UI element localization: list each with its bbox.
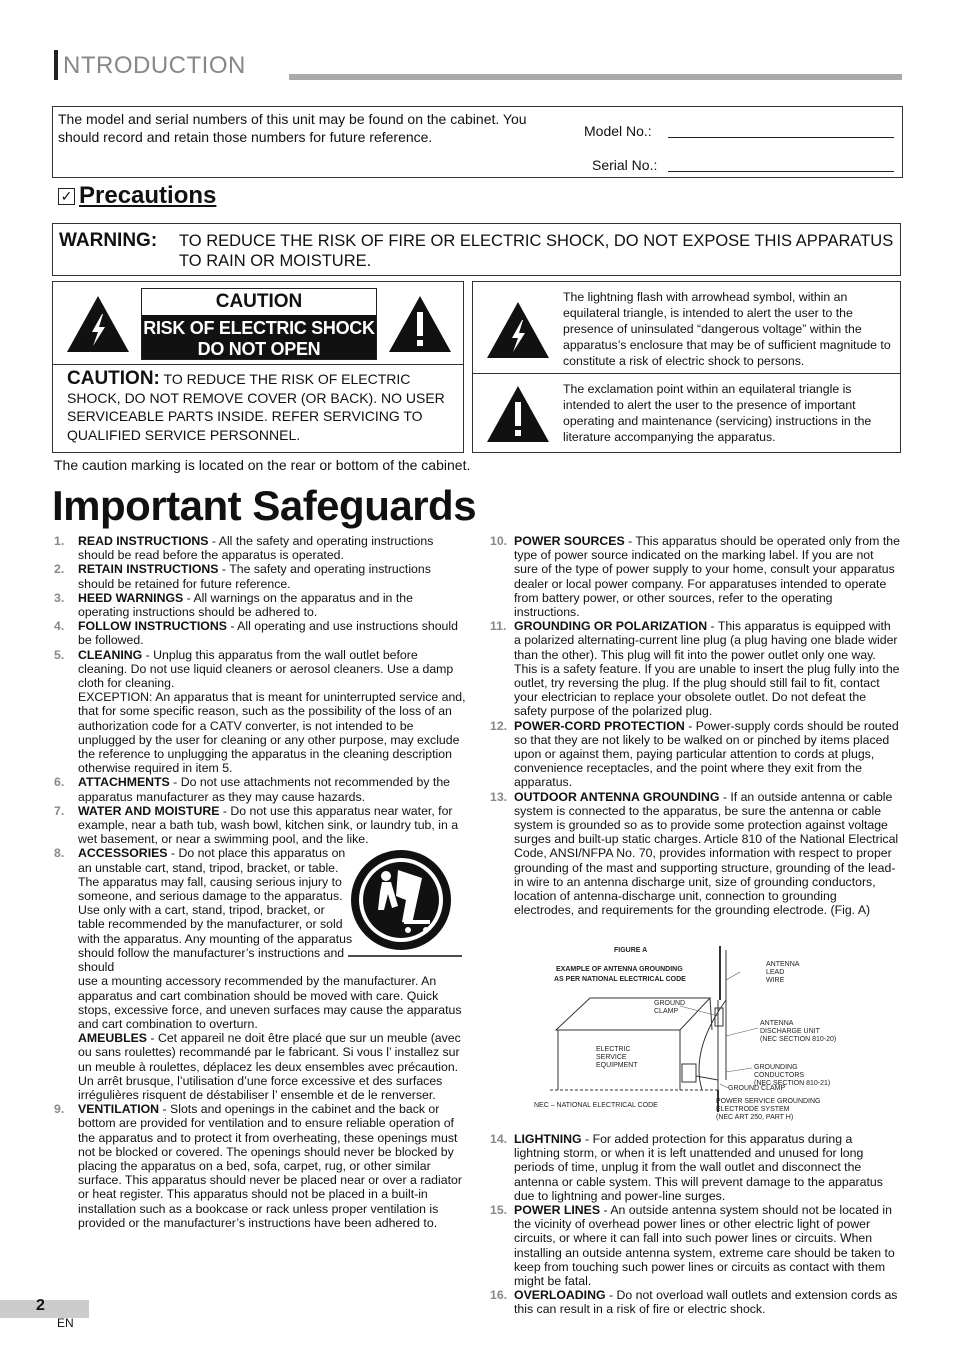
precautions-title: Precautions: [79, 182, 217, 209]
safeguards-right-column-bottom: [490, 1132, 900, 1317]
exclamation-triangle-icon: [485, 384, 551, 444]
cleaning-exception: EXCEPTION: An apparatus that is meant for uninterrupted service and, that for some specific reason, such as the possibility of the loss of an authorization code for a CATV converter, is not intended to be unplugged by the user for cleaning or any other purpose, may exclude the reference to unplugging the apparatus in the cleaning description otherwise required in item 5.: [78, 690, 466, 776]
list-item: 16. OVERLOADING - Do not overload wall outlets and extension cords as this can result in a risk of fire or electric shock.: [490, 1288, 898, 1317]
list-item: 11. GROUNDING OR POLARIZATION - This apparatus is equipped with a polarized alternating-current line plug (a plug having one blade wider than the other). This plug will fit into the power outlet only one way. This is a safety feature. If you are unable to insert the plug fully into the outlet, try reversing the plug. If the plug should still fail to fit, contact your electrician to replace your obsolete outlet. Do not defeat the safety purpose of the polarized plug.: [490, 619, 900, 719]
model-serial-box: [52, 106, 903, 178]
label-electric-service-equipment: ELECTRIC SERVICE EQUIPMENT: [596, 1046, 638, 1069]
section-header: [54, 50, 902, 80]
list-item: 12. POWER-CORD PROTECTION - Power-supply cords should be routed so that they are not likely to be walked on or pinched by items placed upon or against them, paying particular attention to cords at plugs, convenience receptacles, and the point where they exit from the apparatus.: [490, 718, 899, 790]
exclamation-explanation: The exclamation point within an equilateral triangle is intended to alert the user to the presence of important operating and maintenance (servicing) instructions in the literature accompanying the apparatus.: [563, 382, 872, 444]
figure-subtitle-2: AS PER NATIONAL ELECTRICAL CODE: [554, 976, 686, 983]
model-serial-text: The model and serial numbers of this unit may be found on the cabinet. You should record and retain those numbers for future reference.: [58, 111, 527, 145]
list-item: 6. ATTACHMENTS - Do not use attachments not recommended by the apparatus manufacturer as they may cause hazards.: [54, 775, 451, 804]
caution-text-label: CAUTION:: [67, 368, 160, 389]
list-item: 5. CLEANING - Unplug this apparatus from the wall outlet before cleaning. Do not use liquid cleaners or aerosol cleaners. Use a damp cloth for cleaning. EXCEPTION: An apparatus that is meant for uninterrupted service and, that for some specific reason, such as the possibility of the loss of an authorization code for a CATV converter, is not intended to be unplugged by the user for cleaning or any other purpose, may exclude the reference to unplugging the apparatus in the cleaning description otherwise required in item 5.: [54, 647, 466, 776]
cart-tipover-warning-icon: [346, 848, 464, 958]
label-nec: NEC – NATIONAL ELECTRICAL CODE: [534, 1102, 658, 1109]
list-item: 9. VENTILATION - Slots and openings in the cabinet and the back or bottom are provided for ventilation and to ensure reliable operation of the apparatus and to protect it from overheating, these openings must not be blocked or covered. The openings should never be blocked by placing the apparatus on a bed, sofa, carpet, rug, or other similar surface. This apparatus should never be placed near or over a radiator or heat register. This apparatus should not be placed in a built-in installation such as a bookcase or rack unless proper ventilation is provided or the manufacturer’s instructions have been adhered to.: [54, 1102, 462, 1230]
safeguards-title: Important Safeguards: [52, 482, 477, 529]
symbol-explanation-box: [472, 281, 901, 453]
caution-label: [141, 288, 377, 360]
section-title: NTRODUCTION: [63, 52, 246, 79]
figure-subtitle-1: EXAMPLE OF ANTENNA GROUNDING: [556, 966, 683, 973]
warning-text: TO REDUCE THE RISK OF FIRE OR ELECTRIC SHOCK, DO NOT EXPOSE THIS APPARATUS TO RAIN OR MOISTURE.: [179, 232, 894, 270]
model-label: Model No.:: [584, 123, 652, 139]
risk-line-1: RISK OF ELECTRIC SHOCK: [143, 318, 375, 338]
warning-label: WARNING:: [59, 230, 158, 251]
label-grounding-conductors: GROUNDING CONDUCTORS (NEC SECTION 810-21): [754, 1064, 831, 1087]
label-power-service-grounding: POWER SERVICE GROUNDING ELECTRODE SYSTEM (NEC ART 250, PART H): [716, 1098, 821, 1121]
page-number-bar: [0, 1297, 89, 1318]
caution-header: CAUTION: [215, 291, 303, 312]
list-item: 7. WATER AND MOISTURE - Do not use this apparatus near water, for example, near a bath tub, wash bowl, kitchen sink, or laundry tub, in a wet basement, or near a swimming pool, and the like.: [54, 803, 459, 847]
exclamation-triangle-icon: [387, 294, 453, 354]
checkbox-icon: ✓: [58, 188, 75, 205]
list-item: 15. POWER LINES - An outside antenna system should not be located in the vicinity of overhead power lines or other electric light of power circuits, or where it can fall into such power lines or circuits. When installing an outside antenna system, extreme care should be taken to keep from touching such power lines or circuits as contact with them might be fatal.: [490, 1203, 895, 1289]
risk-label: [142, 315, 376, 359]
warning-box: [52, 223, 901, 276]
caution-marking-note: The caution marking is located on the rear or bottom of the cabinet.: [54, 457, 471, 473]
list-item: 3. HEED WARNINGS - All warnings on the apparatus and in the operating instructions should be adhered to.: [54, 590, 413, 620]
risk-line-2: DO NOT OPEN: [197, 339, 321, 359]
figure-title: FIGURE A: [614, 947, 648, 954]
list-item: 4. FOLLOW INSTRUCTIONS - All operating and use instructions should be followed.: [54, 619, 458, 648]
list-item: 2. RETAIN INSTRUCTIONS - The safety and operating instructions should be retained for future reference.: [54, 562, 431, 591]
caution-divider: [53, 364, 463, 365]
serial-label: Serial No.:: [592, 157, 658, 173]
list-item: 1. READ INSTRUCTIONS - All the safety and operating instructions should be read before the apparatus is operated.: [54, 534, 434, 563]
lightning-triangle-icon: [485, 300, 551, 360]
lightning-explanation: The lightning flash with arrowhead symbol, within an equilateral triangle, is intended to alert the user to the presence of uninsulated “dangerous voltage” within the apparatus’s enclosure that may be of sufficient magnitude to constitute a risk of electric shock to persons.: [563, 290, 891, 368]
list-item: 14. LIGHTNING - For added protection for this apparatus during a lightning storm, or when it is left unattended and unused for long periods of time, unplug it from the wall outlet and disconnect the antenna or cable system. This will prevent damage to the apparatus due to lightning and power-line surges.: [490, 1132, 883, 1203]
caution-text: [67, 370, 457, 444]
safeguards-left-column: [54, 534, 466, 1230]
label-antenna-lead-wire: ANTENNA LEAD WIRE: [766, 961, 800, 984]
page-number: 2: [36, 1297, 45, 1314]
caution-text-body: TO REDUCE THE RISK OF ELECTRIC SHOCK, DO NOT REMOVE COVER (OR BACK). NO USER SERVICEABLE PARTS INSIDE. REFER SERVICING TO QUALIFIED SERVICE PERSONNEL.: [67, 371, 445, 443]
label-ground-clamp: GROUND CLAMP: [728, 1085, 786, 1092]
list-item: 8. ACCESSORIES - Do not place this apparatus on an unstable cart, stand, tripod, bracket, or table. The apparatus may fall, causing serious injury to someone, and serious damage to the apparatus. Use only with a cart, stand, tripod, bracket, or table recommended by the manufacturer, or sold with the apparatus. Any mounting of the apparatus should follow the manufacturer’s instructions and should use a mounting accessory recommended by the manufacturer. An apparatus and cart combination should be moved with care. Quick stops, excessive force, and uneven surfaces may cause the apparatus and cart combination to overturn. AMEUBLES - Cet appareil ne doit être placé que sur un meuble (avec ou sans roulettes) recommandé par le fabricant. Si vous l’ installez sur un meuble à roulettes, déplacez les deux ensembles avec précaution. Un arrêt brusque, l’utilisation d’une force excessive et des surfaces irrégulières risquent de déstabiliser l’ ensemble et de le renverser.: [54, 846, 466, 1102]
label-antenna-discharge-unit: ANTENNA DISCHARGE UNIT (NEC SECTION 810-20): [760, 1020, 837, 1043]
list-item: 13. OUTDOOR ANTENNA GROUNDING - If an outside antenna or cable system is connected to the apparatus, be sure the antenna or cable system is grounded so as to provide some protection against voltage surges and built-up static charges. Article 810 of the National Electrical Code, ANSI/NFPA No. 70, provides information with respect to proper grounding of the mast and supporting structure, grounding of the lead-in wire to an antenna discharge unit, size of grounding conductors, location of antenna-discharge unit, connection to grounding electrodes, and requirements for the grounding electrode. (Fig. A): [490, 789, 899, 918]
antenna-grounding-figure: [530, 940, 840, 1130]
serial-line[interactable]: [668, 171, 894, 172]
model-line[interactable]: [668, 137, 894, 138]
header-rule: [289, 74, 902, 80]
page-language: EN: [57, 1316, 74, 1330]
header-bar: [54, 50, 58, 80]
precautions-heading: [58, 182, 216, 210]
lightning-triangle-icon: [65, 294, 131, 354]
label-ground-clamp-top: GROUND CLAMP: [654, 1000, 686, 1015]
list-item: 10. POWER SOURCES - This apparatus should be operated only from the type of power source indicated on the marking label. If you are not sure of the type of power supply to your home, consult your apparatus dealer or local power company. For apparatuses intended to operate from battery power, or other sources, refer to the operating instructions.: [490, 534, 900, 620]
safeguards-right-column: [490, 534, 900, 917]
caution-box: [52, 281, 464, 453]
symbol-divider: [473, 373, 900, 374]
